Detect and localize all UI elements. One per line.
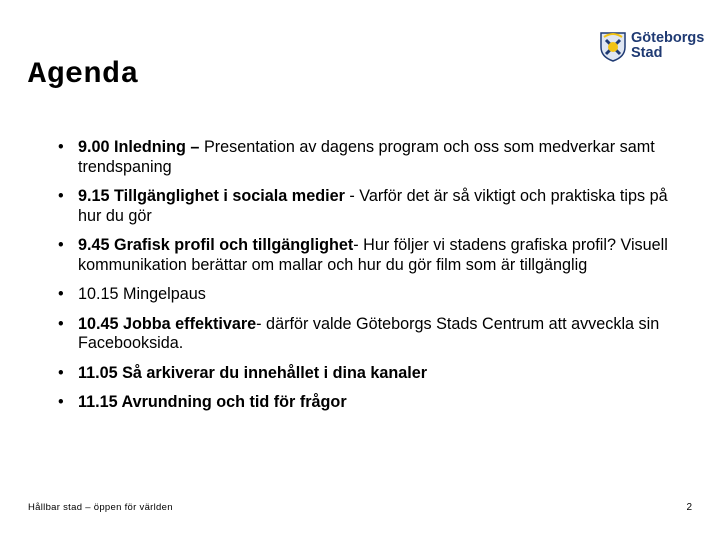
bullet-icon: • [58,236,64,254]
bullet-icon: • [58,393,64,411]
page-number: 2 [686,502,692,513]
bullet-icon: • [58,363,64,382]
agenda-item [58,236,678,275]
bullet-icon: • [58,314,64,333]
bullet-icon: • [58,187,64,205]
agenda-item-heading: 11.05 Så arkiverar du innehållet i dina kanaler [78,363,428,382]
footer-slogan: Hållbar stad – öppen för världen [28,502,173,513]
agenda-list [58,138,678,423]
agenda-item-heading: 9.15 Tillgänglighet i sociala medier [78,187,345,205]
goteborgs-stad-logo [598,28,708,66]
agenda-item-heading: 9.45 Grafisk profil och tillgänglighet [78,236,354,254]
agenda-item-heading: 9.00 Inledning – [78,138,200,156]
logo-line-2: Stad [631,45,663,61]
agenda-item-text: - Varför det är så viktigt och praktiska tips på hur du gör [78,187,668,225]
agenda-item [58,393,678,413]
logo-line-1: Göteborgs [631,30,705,46]
bullet-icon: • [58,138,64,156]
agenda-item [58,315,678,354]
agenda-item [58,364,678,384]
agenda-item-text: - Hur följer vi stadens grafiska profil? Visuell kommunikation berättar om mallar och hur du gör film som är tillgänglig [78,236,668,274]
agenda-item-heading: 10.45 Jobba effektivare [78,314,257,333]
logo-wordmark [631,31,704,61]
agenda-item [58,187,678,226]
agenda-item [58,285,678,305]
coat-of-arms-icon [598,30,628,62]
agenda-item-heading: 11.15 Avrundning och tid för frågor [78,393,347,411]
agenda-item [58,138,678,177]
agenda-item-text: - därför valde Göteborgs Stads Centrum att avveckla sin Facebooksida. [78,314,660,352]
agenda-item-text: 10.15 Mingelpaus [78,285,206,303]
bullet-icon: • [58,285,64,303]
agenda-item-text: Presentation av dagens program och oss som medverkar samt trendspaning [78,138,655,176]
page-title: Agenda [28,58,140,92]
